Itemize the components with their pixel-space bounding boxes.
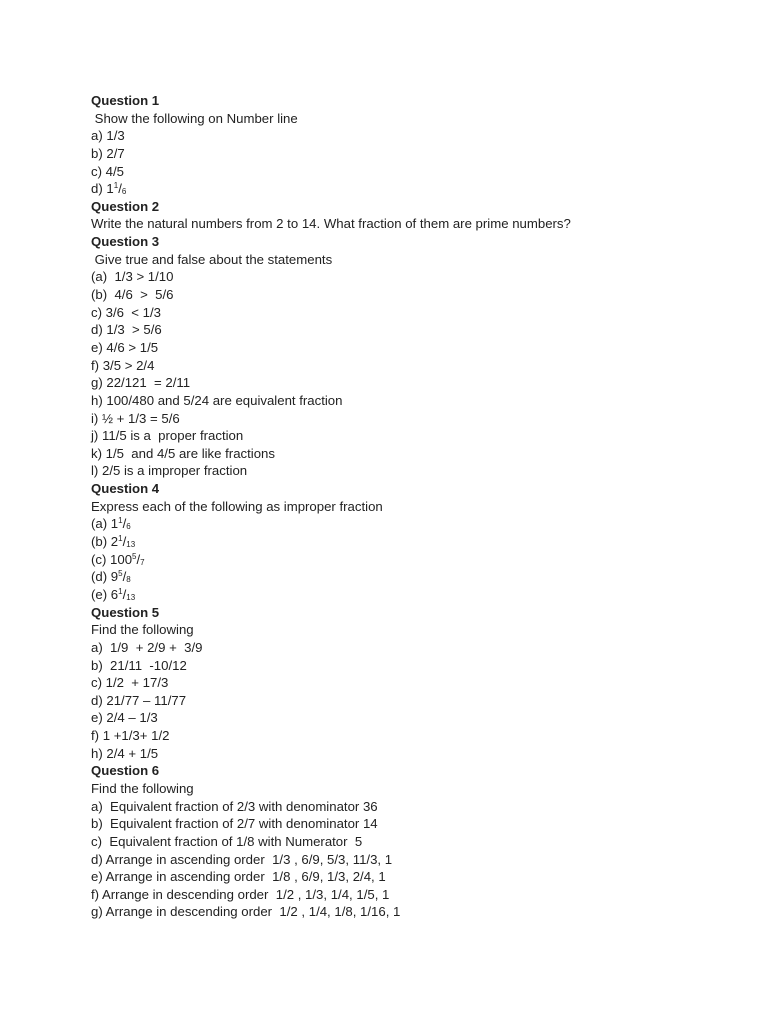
question-item: b) Equivalent fraction of 2/7 with denominator 14 xyxy=(91,816,378,832)
question-item: e) 4/6 > 1/5 xyxy=(91,339,159,355)
question-item: (b) 4/6 > 5/6 xyxy=(91,287,174,303)
question-item: b) 21/11 -10/12 xyxy=(91,657,187,673)
question-item: c) Equivalent fraction of 1/8 with Numerator 5 xyxy=(91,833,363,849)
question-instruction: Write the natural numbers from 2 to 14. What fraction of them are prime numbers? xyxy=(91,216,571,232)
question-item: d) Arrange in ascending order 1/3 , 6/9, 5/3, 11/3, 1 xyxy=(91,851,393,867)
fraction-slash: / xyxy=(122,516,127,532)
question-item: c) 1/2 + 17/3 xyxy=(91,675,169,691)
fraction-denominator: 13 xyxy=(126,540,136,550)
fraction-denominator: 6 xyxy=(126,522,131,532)
question-item: h) 2/4 + 1/5 xyxy=(91,745,159,761)
question-item xyxy=(91,586,751,604)
question-item: b) 2/7 xyxy=(91,145,125,161)
question-3 xyxy=(91,233,751,480)
question-item xyxy=(91,533,751,551)
item-text: (e) 6 xyxy=(91,586,119,602)
question-item xyxy=(91,180,751,198)
item-text: (d) 9 xyxy=(91,569,119,585)
question-item: (a) 1/3 > 1/10 xyxy=(91,269,174,285)
question-item: d) 1/3 > 5/6 xyxy=(91,322,162,338)
fraction-slash: / xyxy=(118,181,122,197)
question-item: a) 1/3 xyxy=(91,128,125,144)
question-instruction: Express each of the following as improper fraction xyxy=(91,498,383,514)
fraction-slash: / xyxy=(122,534,127,550)
fraction-slash: / xyxy=(122,569,127,585)
worksheet xyxy=(91,92,751,921)
question-1 xyxy=(91,92,751,198)
fraction-slash: / xyxy=(136,551,141,567)
item-text: (c) 100 xyxy=(91,551,133,567)
fraction-numerator: 5 xyxy=(118,569,123,579)
item-text: d) 1 xyxy=(91,181,114,197)
question-item: g) Arrange in descending order 1/2 , 1/4, 1/8, 1/16, 1 xyxy=(91,904,401,920)
fraction-numerator: 1 xyxy=(113,181,119,191)
question-heading: Question 1 xyxy=(91,93,160,108)
question-item: k) 1/5 and 4/5 are like fractions xyxy=(91,445,275,461)
question-5 xyxy=(91,604,751,763)
question-2 xyxy=(91,198,751,233)
fraction-denominator: 13 xyxy=(126,592,136,602)
question-item: d) 21/77 – 11/77 xyxy=(91,692,187,708)
question-item: a) 1/9 + 2/9 + 3/9 xyxy=(91,639,203,655)
question-instruction: Show the following on Number line xyxy=(91,110,298,126)
question-item: f) 1 +1/3+ 1/2 xyxy=(91,728,170,744)
question-instruction: Find the following xyxy=(91,780,194,796)
question-6 xyxy=(91,762,751,921)
question-item xyxy=(91,568,751,586)
question-item: g) 22/121 = 2/11 xyxy=(91,375,191,391)
question-item xyxy=(91,551,751,569)
question-item: c) 4/5 xyxy=(91,163,124,179)
question-item: e) 2/4 – 1/3 xyxy=(91,710,158,726)
fraction-numerator: 1 xyxy=(118,534,123,544)
question-heading: Question 6 xyxy=(91,763,160,779)
question-item: f) Arrange in descending order 1/2 , 1/3, 1/4, 1/5, 1 xyxy=(91,886,390,902)
question-instruction: Find the following xyxy=(91,622,194,638)
question-item: i) ½ + 1/3 = 5/6 xyxy=(91,410,180,426)
item-text: (a) 1 xyxy=(91,516,119,532)
question-item: f) 3/5 > 2/4 xyxy=(91,357,155,373)
item-text: (b) 2 xyxy=(91,534,119,550)
question-instruction: Give true and false about the statements xyxy=(91,251,333,267)
question-heading: Question 4 xyxy=(91,481,160,497)
question-4 xyxy=(91,480,751,603)
fraction-numerator: 1 xyxy=(118,516,123,526)
question-item: a) Equivalent fraction of 2/3 with denominator 36 xyxy=(91,798,378,814)
question-heading: Question 2 xyxy=(91,198,160,214)
question-item: e) Arrange in ascending order 1/8 , 6/9, 1/3, 2/4, 1 xyxy=(91,869,386,885)
question-item xyxy=(91,515,751,533)
question-item: h) 100/480 and 5/24 are equivalent fraction xyxy=(91,392,343,408)
fraction-denominator: 7 xyxy=(140,557,145,567)
fraction-numerator: 1 xyxy=(118,586,123,596)
question-item: j) 11/5 is a proper fraction xyxy=(91,428,244,444)
question-item: c) 3/6 < 1/3 xyxy=(91,304,162,320)
fraction-numerator: 5 xyxy=(132,551,137,561)
fraction-denominator: 8 xyxy=(126,575,131,585)
question-heading: Question 5 xyxy=(91,604,160,620)
question-heading: Question 3 xyxy=(91,234,160,250)
fraction-denominator: 6 xyxy=(121,187,127,197)
question-item: l) 2/5 is a improper fraction xyxy=(91,463,248,479)
fraction-slash: / xyxy=(122,586,127,602)
